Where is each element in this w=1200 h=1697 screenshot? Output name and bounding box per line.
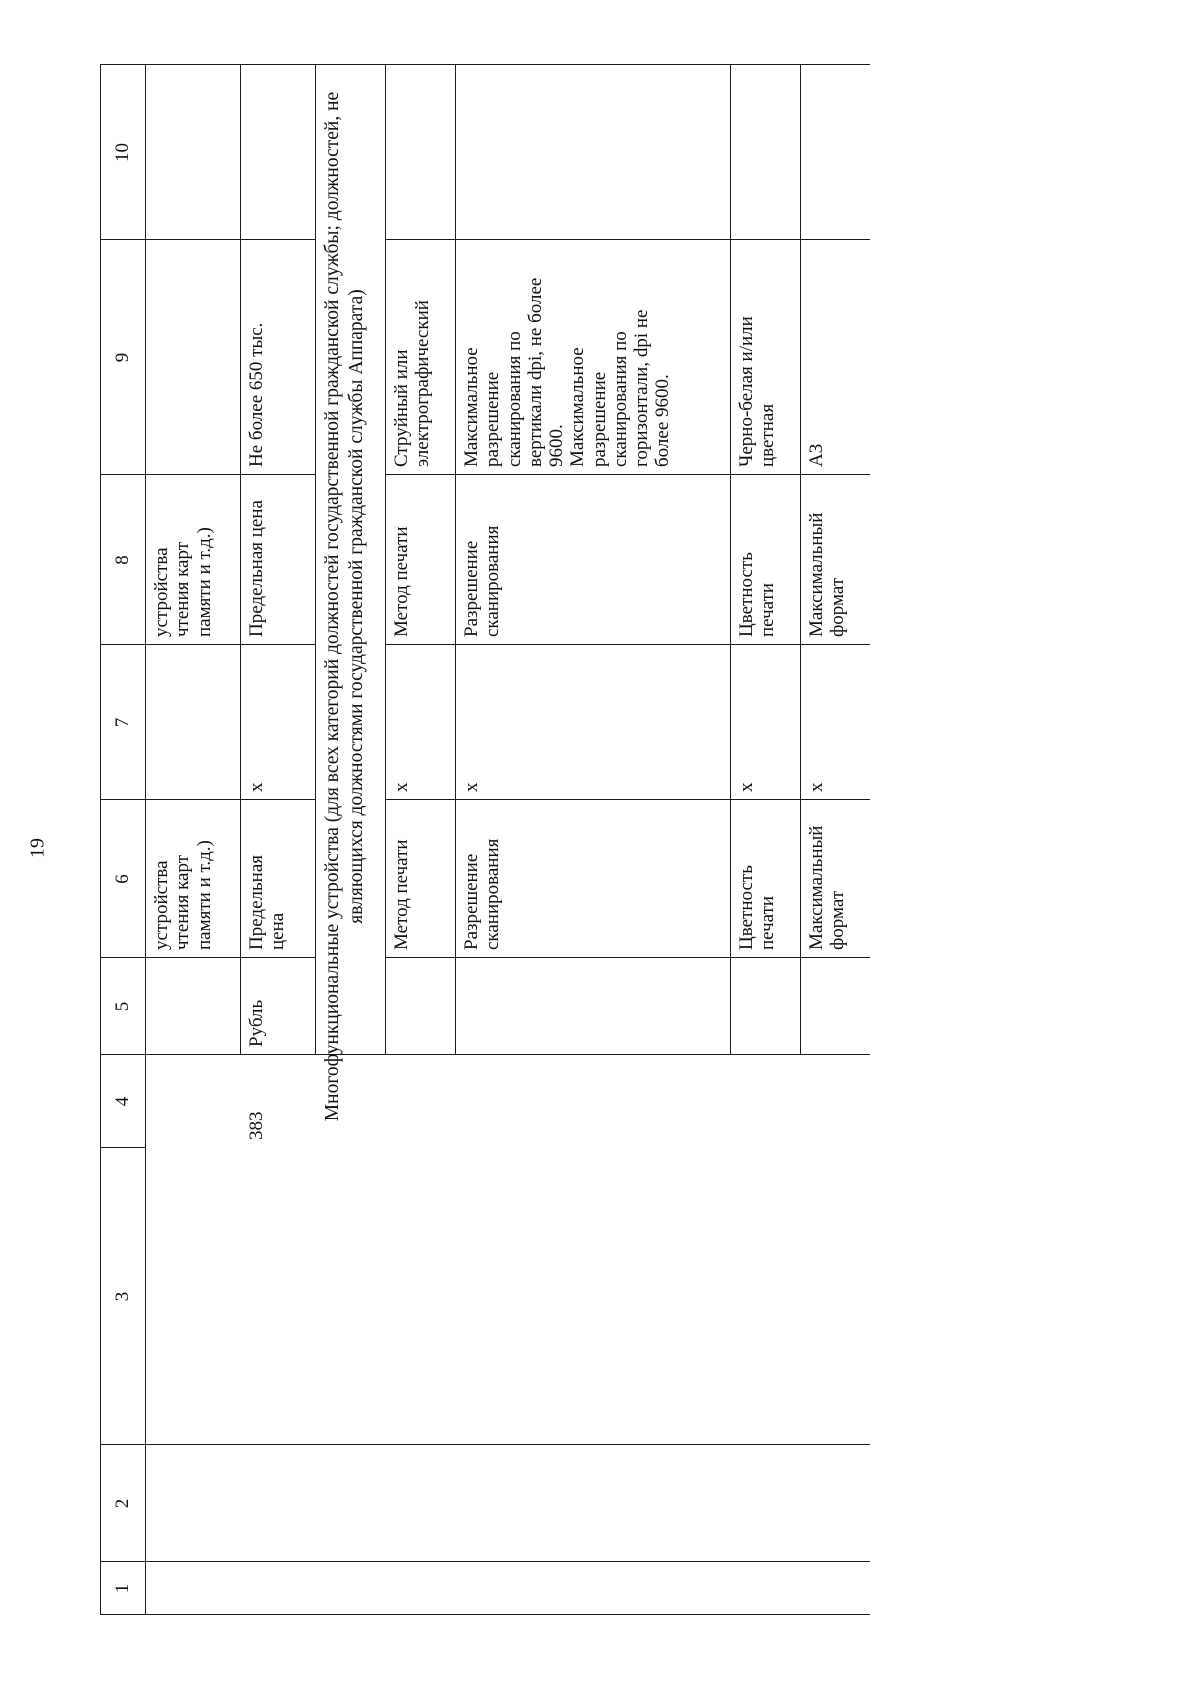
print-color-value: Черно-белая и/или цветная: [736, 316, 779, 467]
column-header-2: 2: [111, 1498, 133, 1509]
column-header-10: 10: [111, 143, 133, 162]
column-header-3: 3: [111, 1291, 133, 1302]
border-line: [100, 1561, 870, 1562]
price-value: Не более 650 тыс.: [246, 322, 267, 467]
page-number: 19: [26, 838, 49, 858]
scan-resolution-col6: Разрешение сканирования: [461, 838, 504, 950]
card-reader-col8: устройства чтения карт памяти и т.д.): [151, 527, 215, 637]
print-method-col8: Метод печати: [391, 526, 412, 637]
max-format-value: А3: [806, 443, 827, 467]
price-unit: Рубль: [246, 999, 267, 1047]
column-header-1: 1: [111, 1583, 133, 1594]
price-col7: х: [246, 782, 267, 792]
column-header-7: 7: [111, 717, 133, 728]
section-title: Многофункциональные устройства (для всех категорий должностей государственной гражданской службы; должностей, не являющихся должностями государственной гражданской службы Аппарата): [322, 91, 368, 1122]
rotated-table: [100, 55, 940, 1615]
print-method-col6: Метод печати: [391, 839, 412, 950]
print-color-col6: Цветность печати: [736, 865, 779, 950]
card-reader-col6: устройства чтения карт памяти и т.д.): [151, 840, 215, 950]
border-line: [100, 64, 870, 65]
scan-resolution-value: Максимальное разрешение сканирования по вертикали dpi, не более 9600. Максимальное разрешение сканирования по горизонтали, dpi не более 9600.: [461, 277, 674, 467]
max-format-col7: х: [806, 782, 827, 792]
print-color-col7: х: [736, 782, 757, 792]
column-header-9: 9: [111, 352, 133, 363]
print-method-value: Струйный или электрографический: [391, 300, 434, 467]
price-col6: Предельная цена: [246, 855, 289, 950]
scan-resolution-col7: х: [461, 782, 482, 792]
print-method-col7: х: [391, 782, 412, 792]
border-line: [100, 1614, 870, 1615]
column-header-5: 5: [111, 1001, 133, 1012]
max-format-col6: Максимальный формат: [806, 825, 849, 950]
column-header-4: 4: [111, 1096, 133, 1107]
max-format-col8: Максимальный формат: [806, 512, 849, 637]
price-col4: 383: [246, 1111, 267, 1140]
border-line: [100, 1054, 870, 1055]
border-line: [100, 1444, 870, 1445]
column-header-8: 8: [111, 555, 133, 565]
price-col8: Предельная цена: [246, 500, 267, 637]
print-color-col8: Цветность печати: [736, 552, 779, 637]
scan-resolution-col8: Разрешение сканирования: [461, 525, 504, 637]
column-header-6: 6: [111, 874, 133, 884]
